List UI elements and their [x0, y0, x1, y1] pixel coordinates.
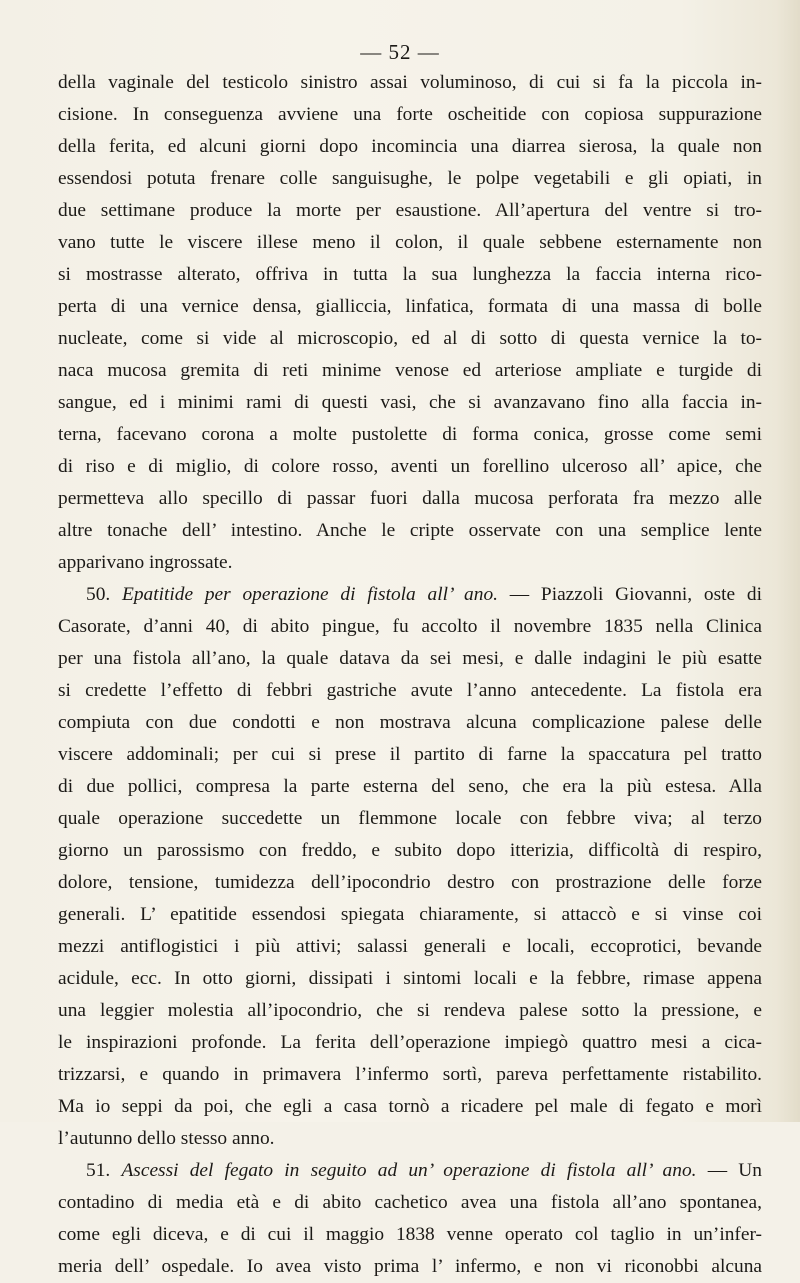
text-line	[58, 803, 762, 835]
line-text: mezzi antiflogistici i più attivi; salassi generali e locali, eccoprotici, bevande	[58, 936, 762, 957]
line-text: essendosi potuta frenare colle sanguisughe, le polpe vegetabili e gli opiati, in	[58, 168, 762, 189]
text-line	[58, 675, 762, 707]
text-line	[58, 1219, 762, 1251]
line-text: le inspirazioni profonde. La ferita dell’operazione impiegò quattro mesi a cica-	[58, 1032, 762, 1053]
line-text: meria dell’ ospedale. Io avea visto prima l’ infermo, e non vi riconobbi alcuna	[58, 1256, 762, 1277]
text-line	[58, 515, 762, 547]
text-line	[58, 419, 762, 451]
section-title: Epatitide per operazione di fistola all’ ano.	[122, 584, 498, 605]
text-line	[58, 1059, 762, 1091]
text-line	[58, 867, 762, 899]
line-text: giorno un parossismo con freddo, e subito dopo itterizia, difficoltà di respiro,	[58, 840, 762, 861]
line-text: compiuta con due condotti e non mostrava alcuna complicazione palese delle	[58, 712, 762, 733]
line-text: perta di una vernice densa, gialliccia, linfatica, formata di una massa di bolle	[58, 296, 762, 317]
section-number: 51.	[86, 1160, 111, 1181]
line-text: dolore, tensione, tumidezza dell’ipocondrio destro con prostrazione delle forze	[58, 872, 762, 893]
text-line	[58, 291, 762, 323]
text-line	[58, 67, 762, 99]
text-line	[58, 995, 762, 1027]
text-line	[58, 547, 762, 579]
text-line	[58, 1187, 762, 1219]
line-text: acidule, ecc. In otto giorni, dissipati i sintomi locali e la febbre, rimase appena	[58, 968, 762, 989]
text-line	[58, 355, 762, 387]
text-line	[58, 611, 762, 643]
text-line	[58, 195, 762, 227]
text-line	[58, 451, 762, 483]
text-line	[58, 1091, 762, 1123]
section-number: 50.	[86, 584, 111, 605]
line-text: nucleate, come si vide al microscopio, ed al di sotto di questa vernice la to-	[58, 328, 762, 349]
page-number: — 52 —	[360, 40, 440, 64]
text-line	[58, 259, 762, 291]
text-line	[58, 835, 762, 867]
text-line	[58, 1251, 762, 1283]
line-text: della vaginale del testicolo sinistro assai voluminoso, di cui si fa la piccola in-	[58, 72, 762, 93]
line-text: — Piazzoli Giovanni, oste di	[497, 584, 762, 605]
line-text: apparivano ingrossate.	[58, 552, 233, 573]
section-heading-line	[58, 579, 762, 611]
line-text: di due pollici, compresa la parte esterna del seno, che era la più estesa. Alla	[58, 776, 762, 797]
section-title: Ascessi del fegato in seguito ad un’ operazione di fistola all’ ano.	[121, 1160, 697, 1181]
line-text: naca mucosa gremita di reti minime venose ed arteriose ampliate e turgide di	[58, 360, 762, 381]
text-line	[58, 99, 762, 131]
line-text: si credette l’effetto di febbri gastriche avute l’anno antecedente. La fistola era	[58, 680, 762, 701]
section-heading-line	[58, 1155, 762, 1187]
text-line	[58, 931, 762, 963]
text-line	[58, 227, 762, 259]
line-text: si mostrasse alterato, offriva in tutta la sua lunghezza la faccia interna rico-	[58, 264, 762, 285]
text-line	[58, 707, 762, 739]
text-line	[58, 899, 762, 931]
text-line	[58, 131, 762, 163]
line-text: altre tonache dell’ intestino. Anche le cripte osservate con una semplice lente	[58, 520, 762, 541]
text-line	[58, 963, 762, 995]
text-line	[58, 387, 762, 419]
line-text: generali. L’ epatitide essendosi spiegata chiaramente, si attaccò e si vinse coi	[58, 904, 762, 925]
line-text: della ferita, ed alcuni giorni dopo incomincia una diarrea sierosa, la quale non	[58, 136, 762, 157]
text-line	[58, 163, 762, 195]
line-text: viscere addominali; per cui si prese il partito di farne la spaccatura pel tratto	[58, 744, 762, 765]
text-line	[58, 643, 762, 675]
line-text: di riso e di miglio, di colore rosso, aventi un forellino ulceroso all’ apice, che	[58, 456, 762, 477]
line-text: terna, facevano corona a molte pustolette di forma conica, grosse come semi	[58, 424, 762, 445]
line-text: vano tutte le viscere illese meno il colon, il quale sebbene esternamente non	[58, 232, 762, 253]
line-text: cisione. In conseguenza avviene una forte oscheitide con copiosa suppurazione	[58, 104, 762, 125]
body-text	[58, 67, 762, 1283]
line-text: come egli diceva, e di cui il maggio 1838 venne operato col taglio in un’infer-	[58, 1224, 762, 1245]
line-text: Ma io seppi da poi, che egli a casa tornò a ricadere pel male di fegato e morì	[58, 1096, 762, 1117]
line-text: contadino di media età e di abito cachetico avea una fistola all’ano spontanea,	[58, 1192, 762, 1213]
line-text: permetteva allo specillo di passar fuori dalla mucosa perforata fra mezzo alle	[58, 488, 762, 509]
line-text: due settimane produce la morte per esaustione. All’apertura del ventre si tro-	[58, 200, 762, 221]
line-text: per una fistola all’ano, la quale datava da sei mesi, e dalle indagini le più esatte	[58, 648, 762, 669]
line-text: una leggier molestia all’ipocondrio, che si rendeva palese sotto la pressione, e	[58, 1000, 762, 1021]
text-line	[58, 771, 762, 803]
line-text: Casorate, d’anni 40, di abito pingue, fu accolto il novembre 1835 nella Clinica	[58, 616, 762, 637]
line-text: quale operazione succedette un flemmone locale con febbre viva; al terzo	[58, 808, 762, 829]
text-line	[58, 483, 762, 515]
line-text: trizzarsi, e quando in primavera l’infermo sortì, pareva perfettamente ristabilito.	[58, 1064, 762, 1085]
line-text: — Un	[696, 1160, 762, 1181]
text-line	[58, 323, 762, 355]
line-text: l’autunno dello stesso anno.	[58, 1128, 275, 1149]
line-text: sangue, ed i minimi rami di questi vasi, che si avanzavano fino alla faccia in-	[58, 392, 762, 413]
text-line	[58, 1027, 762, 1059]
text-line	[58, 739, 762, 771]
text-line	[58, 1123, 762, 1155]
